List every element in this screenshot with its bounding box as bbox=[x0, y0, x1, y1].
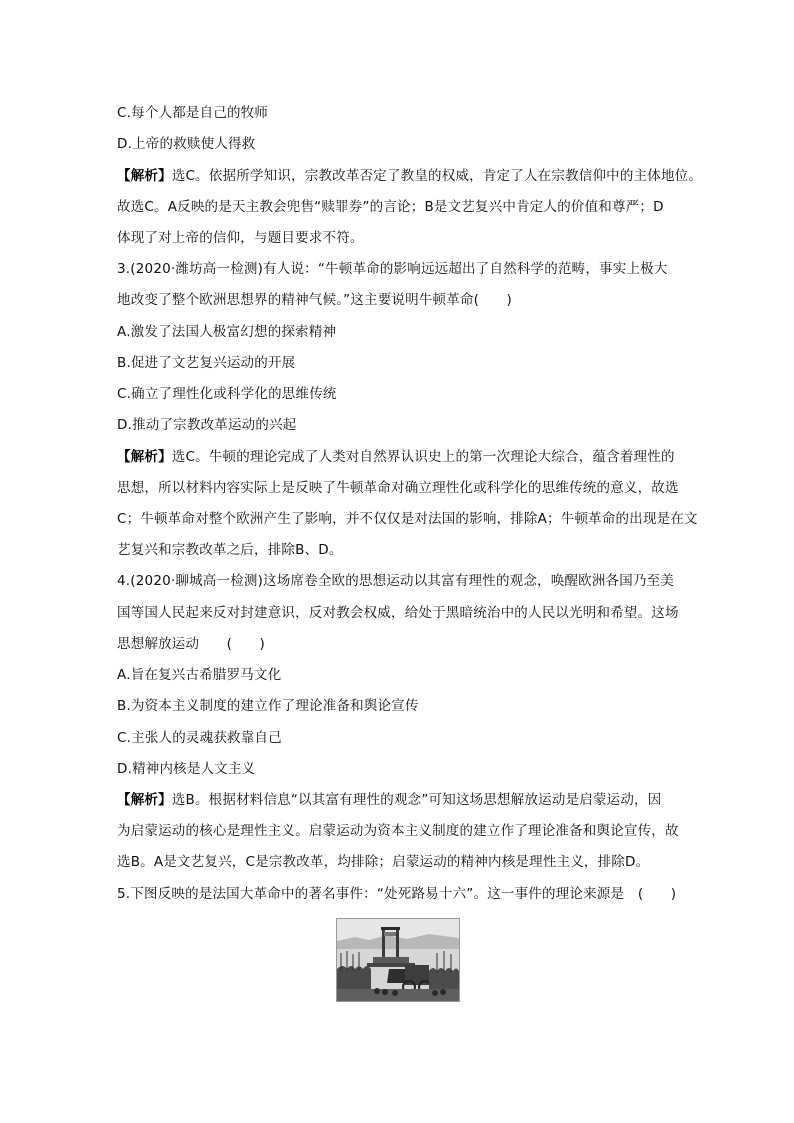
option-line: B.促进了文艺复兴运动的开展 bbox=[117, 355, 296, 371]
option-line: B.为资本主义制度的建立作了理论准备和舆论宣传 bbox=[117, 698, 419, 714]
text-line: C；牛顿革命对整个欧洲产生了影响，并不仅仅是对法国的影响，排除A；牛顿革命的出现是在文 bbox=[117, 511, 698, 527]
option-line: D.精神内核是人文主义 bbox=[117, 761, 256, 777]
analysis-text: 选C。依据所学知识，宗教改革否定了教皇的权威，肯定了人在宗教信仰中的主体地位。 bbox=[171, 168, 703, 184]
text-line: 思想解放运动 ( ) bbox=[117, 636, 265, 652]
text-line: 为启蒙运动的核心是理性主义。启蒙运动为资本主义制度的建立作了理论准备和舆论宣传，故 bbox=[117, 823, 679, 839]
text-line: 艺复兴和宗教改革之后，排除B、D。 bbox=[117, 542, 343, 558]
text-line: 体现了对上帝的信仰，与题目要求不符。 bbox=[117, 230, 364, 246]
engraving-illustration bbox=[337, 919, 459, 1001]
option-line: A.旨在复兴古希腊罗马文化 bbox=[117, 667, 282, 683]
analysis-line bbox=[117, 166, 702, 186]
option-line: C.确立了理性化或科学化的思维传统 bbox=[117, 386, 337, 402]
analysis-tag: 【解析】 bbox=[117, 449, 172, 465]
text-line: 国等国人民起来反对封建意识，反对教会权威，给处于黑暗统治中的人民以光明和希望。这场 bbox=[117, 605, 679, 621]
analysis-tag: 【解析】 bbox=[117, 792, 172, 808]
analysis-line bbox=[117, 447, 675, 467]
analysis-text: 选C。牛顿的理论完成了人类对自然界认识史上的第一次理论大综合，蕴含着理性的 bbox=[171, 449, 675, 465]
text-line: 故选C。A反映的是天主教会兜售“赎罪券”的言论；B是文艺复兴中肯定人的价值和尊严；D bbox=[117, 199, 664, 215]
question-line: 5.下图反映的是法国大革命中的著名事件：“处死路易十六”。这一事件的理论来源是 ( ) bbox=[117, 886, 677, 902]
text-line: 地改变了整个欧洲思想界的精神气候。”这主要说明牛顿革命( ) bbox=[117, 292, 512, 308]
execution-engraving-image bbox=[336, 918, 460, 1002]
option-line: A.激发了法国人极富幻想的探索精神 bbox=[117, 324, 337, 340]
analysis-line bbox=[117, 790, 661, 810]
option-line: C.每个人都是自己的牧师 bbox=[117, 105, 269, 121]
analysis-text: 选B。根据材料信息“以其富有理性的观念”可知这场思想解放运动是启蒙运动，因 bbox=[171, 792, 662, 808]
question-line: 3.(2020·潍坊高一检测)有人说：“牛顿革命的影响远远超出了自然科学的范畴，事实上极大 bbox=[117, 261, 668, 277]
option-line: C.主张人的灵魂获救靠自己 bbox=[117, 730, 282, 746]
option-line: D.上帝的救赎使人得救 bbox=[117, 136, 256, 152]
text-line: 选B。A是文艺复兴，C是宗教改革，均排除；启蒙运动的精神内核是理性主义，排除D。 bbox=[117, 854, 650, 870]
option-line: D.推动了宗教改革运动的兴起 bbox=[117, 417, 297, 433]
question-line: 4.(2020·聊城高一检测)这场席卷全欧的思想运动以其富有理性的观念，唤醒欧洲各国乃至美 bbox=[117, 573, 675, 589]
text-line: 思想，所以材料内容实际上是反映了牛顿革命对确立理性化或科学化的思维传统的意义，故选 bbox=[117, 480, 679, 496]
analysis-tag: 【解析】 bbox=[117, 168, 172, 184]
